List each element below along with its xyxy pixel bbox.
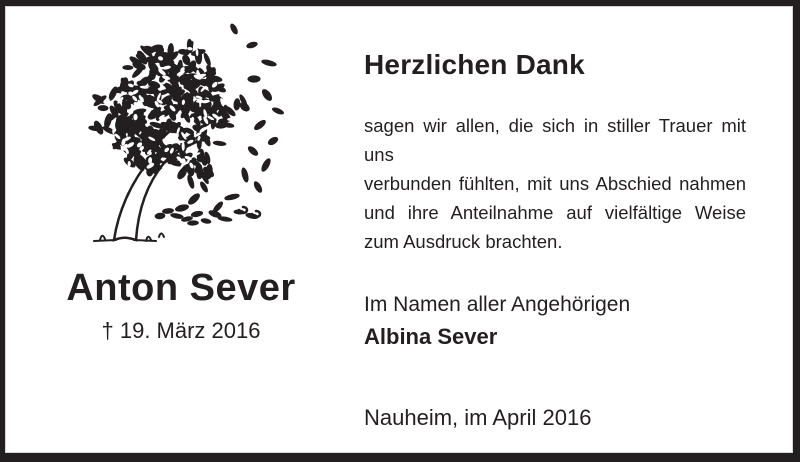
notice-body (364, 111, 746, 256)
body-line: und ihre Anteilnahme auf vielfältige Weise (364, 202, 746, 223)
place-date-line: Nauheim, im April 2016 (364, 405, 592, 430)
deceased-block (36, 265, 326, 345)
acknowledgement-line: Im Namen aller Angehörigen (364, 293, 631, 316)
body-line: zum Ausdruck brachten. (364, 231, 563, 252)
deceased-name: Anton Sever (66, 267, 296, 309)
body-line: verbunden fühlten, mit uns Abschied nahmen (364, 173, 746, 194)
acknowledgement-block (364, 290, 630, 352)
body-line: sagen wir allen, die sich in stiller Trauer mit uns (364, 115, 746, 165)
notice-card (5, 6, 793, 453)
death-date: † 19. März 2016 (101, 318, 261, 343)
tree-illustration (56, 15, 288, 252)
notice-title: Herzlichen Dank (364, 49, 585, 80)
signatory-name: Albina Sever (364, 324, 498, 349)
